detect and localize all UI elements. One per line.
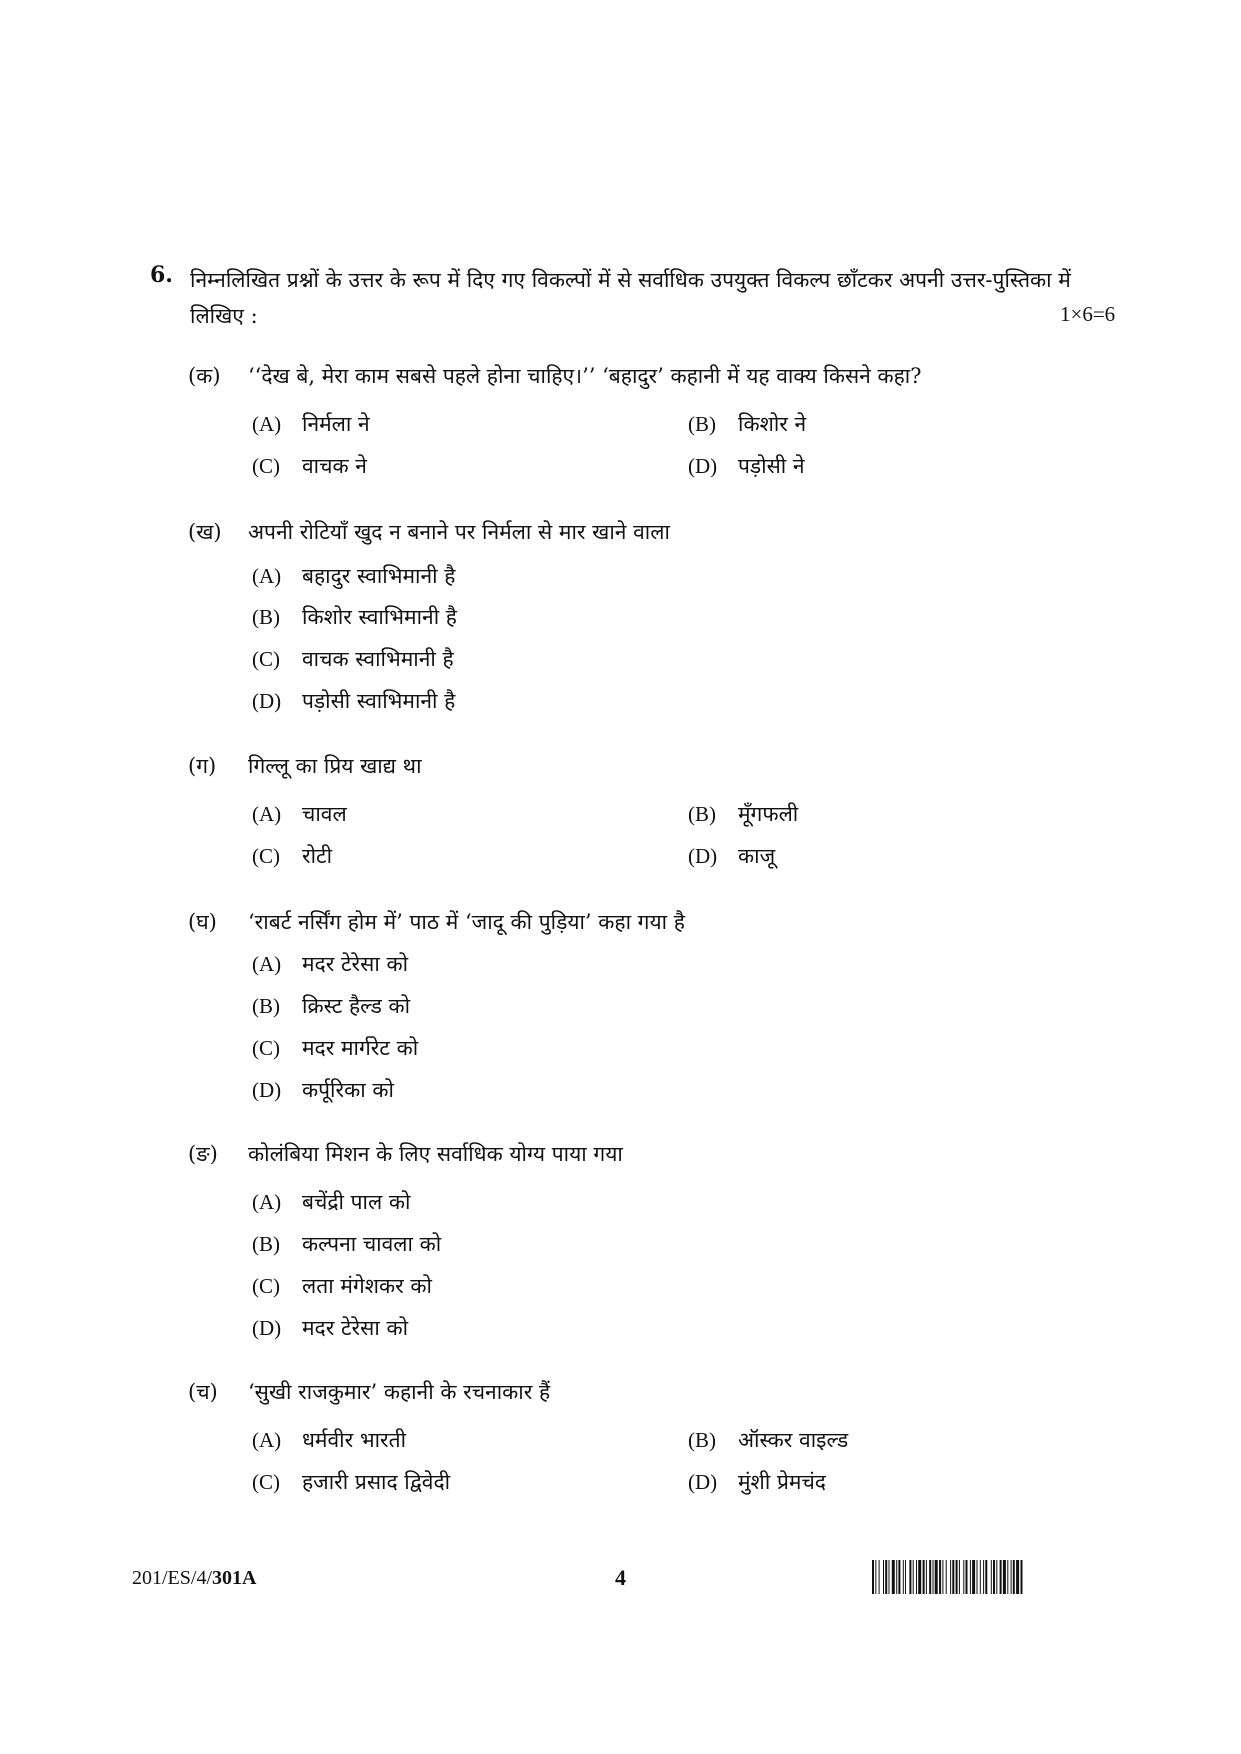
barcode-bar bbox=[963, 1560, 964, 1594]
question-instruction: निम्नलिखित प्रश्नों के उत्तर के रूप में दिए गए विकल्पों में से सर्वाधिक उपयुक्त विकल्प छाँटकर अपनी उत्तर-पुस्तिका में लिखिए : bbox=[190, 268, 1071, 328]
option-c bbox=[252, 645, 454, 673]
barcode-bar bbox=[985, 1560, 987, 1594]
option-a bbox=[252, 410, 370, 438]
paper-code bbox=[132, 1567, 256, 1590]
subquestion-label: (घ) bbox=[188, 910, 217, 934]
barcode-bar bbox=[970, 1560, 971, 1594]
subquestion-text: गिल्लू का प्रिय खाद्य था bbox=[248, 754, 422, 778]
barcode-bar bbox=[872, 1560, 874, 1594]
option-label: (C) bbox=[252, 844, 280, 868]
barcode-bar bbox=[1011, 1560, 1012, 1594]
option-label: (A) bbox=[252, 564, 282, 588]
option-b bbox=[688, 800, 798, 828]
option-text: बचेंद्री पाल को bbox=[302, 1190, 411, 1214]
barcode-bar bbox=[896, 1560, 897, 1594]
barcode-bar bbox=[935, 1560, 938, 1594]
barcode-bar bbox=[913, 1560, 914, 1594]
barcode bbox=[872, 1560, 1128, 1594]
barcode-bar bbox=[909, 1560, 911, 1594]
option-text: मदर मार्गरेट को bbox=[302, 1036, 419, 1060]
barcode-bar bbox=[991, 1560, 992, 1594]
barcode-bar bbox=[892, 1560, 895, 1594]
barcode-bar bbox=[885, 1560, 887, 1594]
subquestion-text: अपनी रोटियाँ खुद न बनाने पर निर्मला से मार खाने वाला bbox=[248, 520, 670, 544]
option-c bbox=[252, 452, 367, 480]
option-text: पड़ोसी स्वाभिमानी है bbox=[302, 689, 456, 713]
barcode-bar bbox=[903, 1560, 904, 1594]
option-text: किशोर ने bbox=[738, 412, 807, 436]
option-d bbox=[252, 1314, 408, 1342]
subquestion-text: ‘सुखी राजकुमार’ कहानी के रचनाकार हैं bbox=[248, 1380, 551, 1404]
subquestion-label: (क) bbox=[188, 364, 221, 388]
option-label: (D) bbox=[252, 1078, 282, 1102]
barcode-bar bbox=[977, 1560, 978, 1594]
barcode-bar bbox=[1021, 1560, 1023, 1594]
option-text: निर्मला ने bbox=[302, 412, 370, 436]
option-b bbox=[688, 1426, 848, 1454]
barcode-bar bbox=[996, 1560, 997, 1594]
option-text: ऑस्कर वाइल्ड bbox=[738, 1428, 849, 1452]
option-text: पड़ोसी ने bbox=[738, 454, 805, 478]
option-label: (C) bbox=[252, 1274, 280, 1298]
barcode-bar bbox=[952, 1560, 954, 1594]
option-a bbox=[252, 1426, 406, 1454]
barcode-bar bbox=[1000, 1560, 1002, 1594]
barcode-bar bbox=[1013, 1560, 1015, 1594]
option-text: रोटी bbox=[302, 844, 333, 868]
barcode-bar bbox=[883, 1560, 884, 1594]
option-text: मदर टेरेसा को bbox=[302, 952, 409, 976]
option-a bbox=[252, 800, 347, 828]
option-d bbox=[688, 452, 805, 480]
barcode-bar bbox=[875, 1560, 876, 1594]
barcode-bar bbox=[946, 1560, 947, 1594]
option-d bbox=[688, 842, 775, 870]
option-text: वाचक स्वाभिमानी है bbox=[302, 647, 454, 671]
option-d bbox=[252, 1076, 394, 1104]
option-c bbox=[252, 842, 332, 870]
option-label: (B) bbox=[252, 605, 280, 629]
option-c bbox=[252, 1272, 432, 1300]
option-b bbox=[252, 1230, 441, 1258]
barcode-bar bbox=[905, 1560, 906, 1594]
barcode-bar bbox=[1003, 1560, 1006, 1594]
option-text: धर्मवीर भारती bbox=[302, 1428, 407, 1452]
option-label: (D) bbox=[252, 689, 282, 713]
option-a bbox=[252, 562, 455, 590]
option-label: (C) bbox=[252, 1036, 280, 1060]
barcode-bar bbox=[918, 1560, 921, 1594]
option-b bbox=[252, 992, 410, 1020]
option-text: काजू bbox=[738, 844, 776, 868]
paper-code-prefix: 201/ES/4/ bbox=[132, 1567, 213, 1589]
subquestion-text: ‘‘देख बे, मेरा काम सबसे पहले होना चाहिए।’’ ‘बहादुर’ कहानी में यह वाक्य किसने कहा? bbox=[248, 364, 922, 388]
barcode-bar bbox=[983, 1560, 984, 1594]
subquestion-label: (च) bbox=[188, 1380, 218, 1404]
option-d bbox=[252, 687, 455, 715]
question-marks: 1×6=6 bbox=[1060, 302, 1116, 326]
option-a bbox=[252, 1188, 410, 1216]
barcode-bar bbox=[1007, 1560, 1008, 1594]
option-text: मदर टेरेसा को bbox=[302, 1316, 409, 1340]
option-label: (D) bbox=[252, 1316, 282, 1340]
option-text: चावल bbox=[302, 802, 347, 826]
subquestion-label: (ङ) bbox=[188, 1142, 218, 1166]
option-text: लता मंगेशकर को bbox=[302, 1274, 432, 1298]
option-label: (B) bbox=[252, 994, 280, 1018]
option-label: (A) bbox=[252, 952, 282, 976]
option-b bbox=[688, 410, 806, 438]
option-text: वाचक ने bbox=[302, 454, 367, 478]
page-number: 4 bbox=[615, 1565, 626, 1590]
option-text: हजारी प्रसाद द्विवेदी bbox=[302, 1470, 451, 1494]
option-label: (A) bbox=[252, 1428, 282, 1452]
barcode-bar bbox=[939, 1560, 941, 1594]
option-label: (C) bbox=[252, 647, 280, 671]
option-text: कर्पूरिका को bbox=[302, 1078, 394, 1102]
barcode-bar bbox=[959, 1560, 960, 1594]
barcode-bar bbox=[950, 1560, 951, 1594]
option-label: (D) bbox=[688, 454, 718, 478]
barcode-bar bbox=[980, 1560, 981, 1594]
option-text: कल्पना चावला को bbox=[302, 1232, 442, 1256]
option-label: (A) bbox=[252, 412, 282, 436]
barcode-bar bbox=[933, 1560, 934, 1594]
option-label: (B) bbox=[688, 802, 716, 826]
option-label: (B) bbox=[252, 1232, 280, 1256]
question-number: 6. bbox=[150, 262, 173, 288]
barcode-bar bbox=[956, 1560, 958, 1594]
barcode-bar bbox=[898, 1560, 900, 1594]
option-c bbox=[252, 1034, 418, 1062]
subquestion-text: ‘राबर्ट नर्सिंग होम में’ पाठ में ‘जादू की पुड़िया’ कहा गया है bbox=[248, 910, 685, 934]
option-c bbox=[252, 1468, 450, 1496]
barcode-bar bbox=[993, 1560, 995, 1594]
subquestion-label: (ग) bbox=[188, 754, 217, 778]
barcode-bar bbox=[942, 1560, 943, 1594]
option-text: क्रिस्ट हैल्ड को bbox=[302, 994, 411, 1018]
barcode-bar bbox=[966, 1560, 968, 1594]
option-label: (D) bbox=[688, 844, 718, 868]
option-label: (A) bbox=[252, 1190, 282, 1214]
paper-code-bold: 301A bbox=[212, 1567, 257, 1589]
barcode-bar bbox=[889, 1560, 890, 1594]
option-text: किशोर स्वाभिमानी है bbox=[302, 605, 457, 629]
subquestion-text: कोलंबिया मिशन के लिए सर्वाधिक योग्य पाया गया bbox=[248, 1142, 623, 1166]
barcode-bar bbox=[879, 1560, 880, 1594]
option-label: (B) bbox=[688, 1428, 716, 1452]
option-text: मूँगफली bbox=[738, 802, 799, 826]
option-label: (A) bbox=[252, 802, 282, 826]
subquestion-label: (ख) bbox=[188, 520, 222, 544]
option-label: (D) bbox=[688, 1470, 718, 1494]
option-label: (C) bbox=[252, 454, 280, 478]
barcode-bar bbox=[923, 1560, 925, 1594]
option-b bbox=[252, 603, 457, 631]
option-label: (B) bbox=[688, 412, 716, 436]
option-text: मुंशी प्रेमचंद bbox=[738, 1470, 826, 1494]
barcode-bar bbox=[926, 1560, 927, 1594]
barcode-bar bbox=[916, 1560, 917, 1594]
barcode-bar bbox=[972, 1560, 975, 1594]
option-text: बहादुर स्वाभिमानी है bbox=[302, 564, 456, 588]
option-d bbox=[688, 1468, 826, 1496]
option-label: (C) bbox=[252, 1470, 280, 1494]
barcode-bar bbox=[1016, 1560, 1019, 1594]
option-a bbox=[252, 950, 408, 978]
barcode-bar bbox=[929, 1560, 931, 1594]
